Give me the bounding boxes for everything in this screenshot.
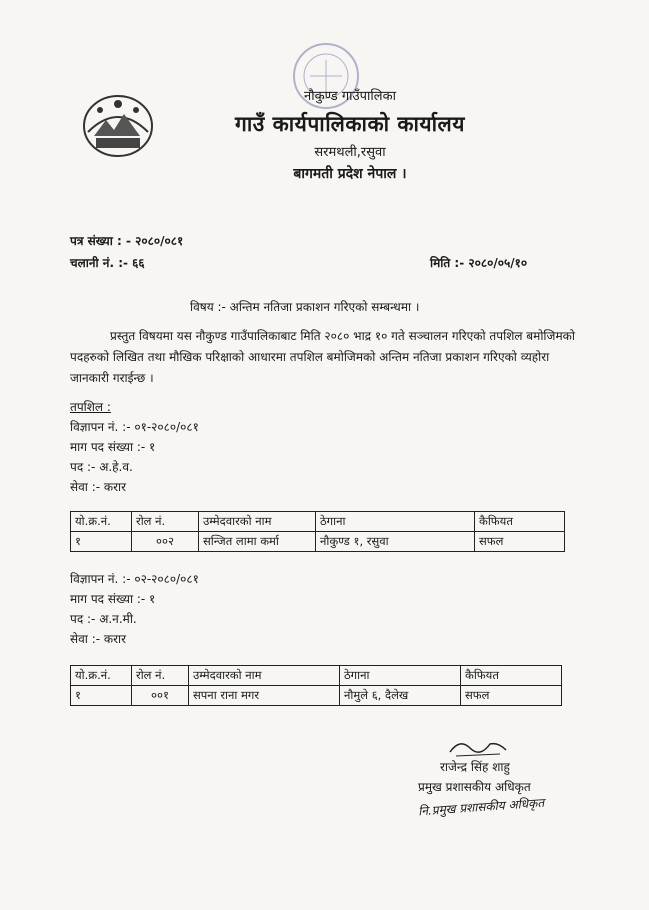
service-1: सेवा :- करार [70, 480, 127, 494]
post-count-1: माग पद संख्या :- १ [70, 440, 156, 454]
table-header-cell: उम्मेदवारको नाम [199, 512, 316, 532]
table-cell: ००२ [132, 532, 199, 552]
table-header-cell: रोल नं. [132, 666, 189, 686]
table-header-row [71, 666, 562, 686]
table-cell: नौमुले ६, दैलेख [340, 686, 461, 706]
table-header-row [71, 512, 565, 532]
result-table-1 [70, 511, 565, 552]
table-header-cell: यो.क्र.नं. [71, 512, 132, 532]
header-province: बागमती प्रदेश नेपाल । [293, 166, 407, 182]
table-cell: १ [71, 532, 132, 552]
table-cell: सफल [475, 532, 565, 552]
service-2: सेवा :- करार [70, 632, 127, 646]
position-2: पद :- अ.न.मी. [70, 612, 137, 626]
table-header-cell: यो.क्र.नं. [71, 666, 132, 686]
handwritten-signature [448, 736, 508, 758]
table-cell: सफल [461, 686, 562, 706]
notice-number-2: विज्ञापन नं. :- ०२-२०८०/०८१ [70, 572, 199, 586]
letter-date: मिति :- २०८०/०५/१० [430, 256, 528, 270]
table-header-cell: कैफियत [475, 512, 565, 532]
header-place: सरमथली,रसुवा [314, 145, 386, 160]
result-table-2 [70, 665, 562, 706]
body-paragraph: प्रस्तुत विषयमा यस नौकुण्ड गाउँपालिकाबाट मिति २०८० भाद्र १० गते सञ्चालन गरिएको तपशिल बमोजिमको पदहरुको लिखित तथा मौखिक परिक्षाको आधारमा तपशिल बमोजिमको अन्तिम नतिजा प्रकाशन गरिएको व्यहोरा जानकारी गराईन्छ । [70, 329, 575, 385]
table-row [71, 686, 562, 706]
signatory-handwritten-title: नि.प्रमुख प्रशासकीय अधिकृत [417, 795, 545, 819]
table-header-cell: ठेगाना [340, 666, 461, 686]
letter-number: पत्र संख्या : - २०८०/०८१ [70, 234, 184, 248]
details-heading: तपशिल : [70, 400, 111, 414]
table-row [71, 532, 565, 552]
table-cell: ००१ [132, 686, 189, 706]
signatory-name: राजेन्द्र सिंह शाहु [440, 760, 510, 774]
signatory-title: प्रमुख प्रशासकीय अधिकृत [418, 780, 531, 794]
table-header-cell: कैफियत [461, 666, 562, 686]
table-header-cell: ठेगाना [316, 512, 475, 532]
table-header-cell: रोल नं. [132, 512, 199, 532]
table-cell: सपना राना मगर [189, 686, 340, 706]
header-municipality: नौकुण्ड गाउँपालिका [304, 89, 396, 104]
notice-number-1: विज्ञापन नं. :- ०१-२०८०/०८१ [70, 420, 199, 434]
header-office-title: गाउँ कार्यपालिकाको कार्यालय [235, 112, 465, 136]
municipality-emblem-logo [80, 92, 156, 160]
position-1: पद :- अ.हे.व. [70, 460, 133, 474]
dispatch-number: चलानी नं. :- ६६ [70, 256, 145, 270]
table-cell: १ [71, 686, 132, 706]
subject-line: विषय :- अन्तिम नतिजा प्रकाशन गरिएको सम्बन्धमा । [190, 300, 420, 314]
post-count-2: माग पद संख्या :- १ [70, 592, 156, 606]
table-header-cell: उम्मेदवारको नाम [189, 666, 340, 686]
table-cell: सन्जित लामा कर्मा [199, 532, 316, 552]
table-cell: नौकुण्ड १, रसुवा [316, 532, 475, 552]
